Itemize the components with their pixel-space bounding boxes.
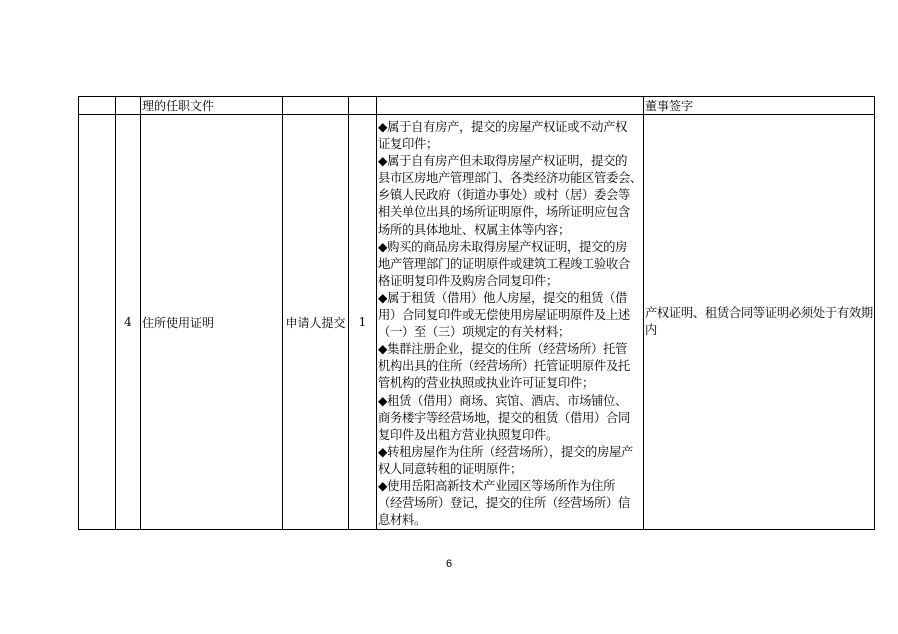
requirements-table <box>78 96 875 530</box>
text-line: 权人同意转租的证明原件； <box>378 461 522 476</box>
text-line: 相关单位出具的场所证明原件，场所证明应包含 <box>378 205 630 220</box>
text-line: ◆租赁（借用）商场、宾馆、酒店、市场铺位、 <box>378 393 628 408</box>
cell-requirements <box>377 97 644 115</box>
text-line: （一）至（三）项规定的有关材料； <box>378 325 570 340</box>
cell-group <box>79 115 116 530</box>
table-row <box>79 97 875 115</box>
table-row <box>79 115 875 530</box>
cell-requirements <box>377 115 644 530</box>
text-line: 机构出具的住所（经营场所）托管证明原件及托 <box>378 359 630 374</box>
text-line: ◆集群注册企业，提交的住所（经营场所）托管 <box>378 342 628 357</box>
text-line: 格证明复印件及购房合同复印件； <box>378 273 558 288</box>
text-line: 息材料。 <box>378 513 426 528</box>
text-line: ◆使用岳阳高新技术产业园区等场所作为住所 <box>378 478 616 493</box>
text-line: ◆属于租赁（借用）他人房屋，提交的租赁（借 <box>378 290 628 305</box>
cell-no: 4 <box>116 115 141 530</box>
text-line: 复印件及出租方营业执照复印件。 <box>378 427 558 442</box>
text-line: ◆转租房屋作为住所（经营场所），提交的房屋产 <box>378 444 633 459</box>
cell-count <box>349 97 377 115</box>
text-line: 场所的具体地址、权属主体等内容； <box>378 222 570 237</box>
cell-item: 住所使用证明 <box>141 115 283 530</box>
page-number: 6 <box>446 558 453 570</box>
cell-count: 1 <box>349 115 377 530</box>
text-line: 商务楼宇等经营场地，提交的租赁（借用）合同 <box>378 410 630 425</box>
cell-item: 理的任职文件 <box>141 97 283 115</box>
cell-note: 董事签字 <box>643 97 874 115</box>
text-line: 乡镇人民政府（街道办事处）或村（居）委会等 <box>378 188 630 203</box>
requirements-text <box>378 115 642 529</box>
cell-no <box>116 97 141 115</box>
text-line: 县市区房地产管理部门、各类经济功能区管委会、 <box>378 171 642 186</box>
text-line: （经营场所）登记，提交的住所（经营场所）信 <box>378 496 630 511</box>
text-line: 用）合同复印件或无偿使用房屋证明原件及上述 <box>378 308 630 323</box>
note-text <box>645 305 873 339</box>
text-line: 产权证明、租赁合同等证明必须处于有效期 <box>644 306 873 321</box>
text-line: 内 <box>644 323 657 338</box>
text-line: 证复印件； <box>378 137 438 152</box>
cell-source: 申请人提交 <box>283 115 349 530</box>
text-line: 地产管理部门的证明原件或建筑工程竣工验收合 <box>378 256 630 271</box>
cell-group <box>79 97 116 115</box>
cell-source <box>283 97 349 115</box>
text-line: ◆属于自有房产但未取得房屋产权证明，提交的 <box>378 154 628 169</box>
text-line: 管机构的营业执照或执业许可证复印件； <box>378 376 594 391</box>
cell-note <box>643 115 874 530</box>
text-line: ◆属于自有房产，提交的房屋产权证或不动产权 <box>378 120 628 134</box>
text-line: ◆购买的商品房未取得房屋产权证明，提交的房 <box>378 239 628 254</box>
